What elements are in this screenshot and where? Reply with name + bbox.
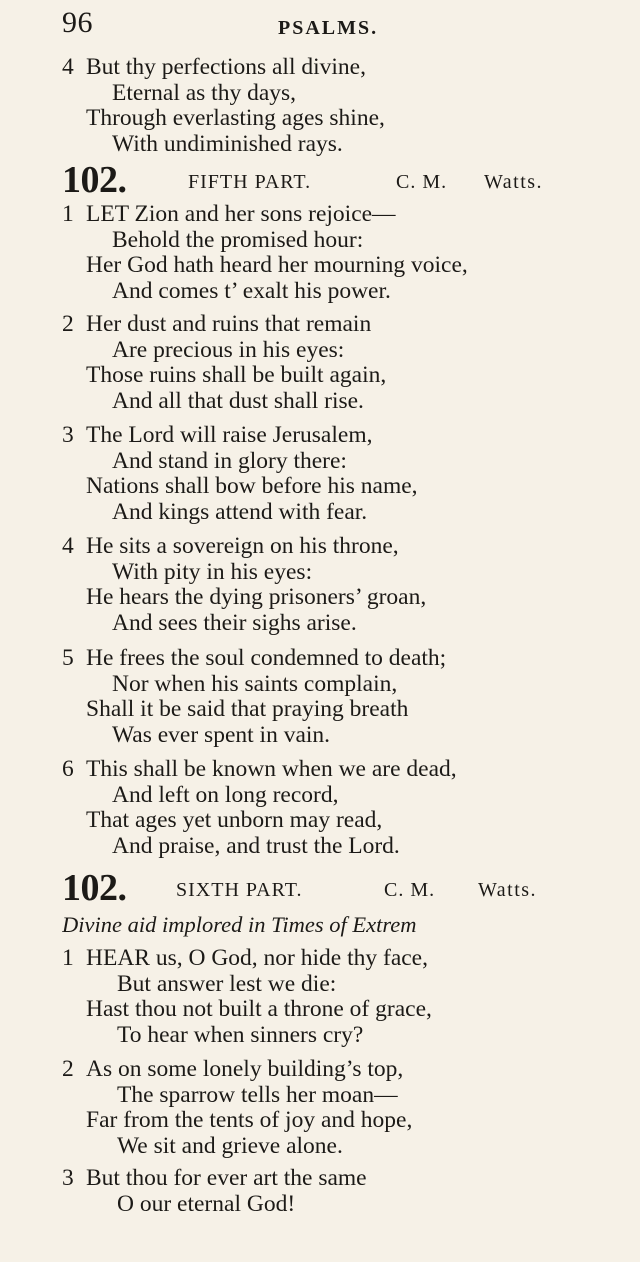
stanza-line: Far from the tents of joy and hope,	[86, 1107, 413, 1134]
stanza-continued	[62, 55, 632, 158]
stanza	[62, 646, 632, 749]
verse-number: 3	[62, 1165, 74, 1191]
hymn-heading	[62, 158, 632, 202]
stanza-line: Through everlasting ages shine,	[86, 105, 385, 132]
verse-number: 4	[62, 533, 74, 559]
running-title: PSALMS.	[278, 17, 379, 39]
verse-number: 1	[62, 945, 74, 971]
stanza-line: And left on long record,	[112, 781, 339, 808]
stanza	[62, 946, 632, 1049]
stanza-line: And stand in glory there:	[112, 447, 347, 474]
stanza-line: 3 But thou for ever art the same	[62, 1165, 367, 1191]
stanza-line: 1 HEAR us, O God, nor hide thy face,	[62, 945, 428, 971]
stanza	[62, 423, 632, 526]
verse-number: 4	[62, 54, 74, 80]
stanza-line: With pity in his eyes:	[112, 558, 313, 585]
hymn-heading	[62, 866, 632, 910]
verse-number: 5	[62, 645, 74, 671]
stanza-line: 1 LET Zion and her sons rejoice—	[62, 201, 396, 227]
stanza-line: Nations shall bow before his name,	[86, 473, 418, 500]
stanza-line: And kings attend with fear.	[112, 499, 368, 526]
stanza-line: With undiminished rays.	[112, 131, 343, 158]
stanza-line: 5 He frees the soul condemned to death;	[62, 645, 447, 671]
stanza	[62, 202, 632, 305]
stanza	[62, 312, 632, 415]
stanza-line: And comes t’ exalt his power.	[112, 278, 391, 305]
stanza-line: 2 Her dust and ruins that remain	[62, 311, 372, 337]
stanza-line: Behold the promised hour:	[112, 226, 364, 253]
stanza-line: To hear when sinners cry?	[117, 1022, 364, 1049]
stanza-line: And all that dust shall rise.	[112, 388, 364, 415]
hymn-number: 102.	[62, 867, 127, 909]
stanza-line: And praise, and trust the Lord.	[112, 833, 400, 860]
hymn-part: SIXTH PART.	[176, 879, 303, 901]
stanza-line: And sees their sighs arise.	[112, 610, 357, 637]
stanza-line: 2 As on some lonely building’s top,	[62, 1056, 404, 1082]
stanza	[62, 1166, 632, 1217]
stanza-line: 6 This shall be known when we are dead,	[62, 756, 457, 782]
stanza-line: He hears the dying prisoners’ groan,	[86, 584, 427, 611]
page-number: 96	[62, 6, 93, 39]
hymn-author: Watts.	[478, 879, 538, 901]
stanza-line: But answer lest we die:	[117, 970, 337, 997]
hymn-author: Watts.	[484, 171, 544, 193]
stanza-line: That ages yet unborn may read,	[86, 807, 383, 834]
stanza-line: Hast thou not built a throne of grace,	[86, 996, 432, 1023]
hymn-meter: C. M.	[396, 171, 448, 193]
hymn-number: 102.	[62, 159, 127, 201]
verse-number: 6	[62, 756, 74, 782]
stanza	[62, 1057, 632, 1160]
stanza-line: The sparrow tells her moan—	[117, 1081, 398, 1108]
verse-number: 1	[62, 201, 74, 227]
stanza-line: O our eternal God!	[117, 1190, 296, 1217]
running-head	[62, 6, 622, 46]
stanza-line: Shall it be said that praying breath	[86, 696, 409, 723]
stanza-line: 3 The Lord will raise Jerusalem,	[62, 422, 373, 448]
stanza-line: Nor when his saints complain,	[112, 670, 398, 697]
verse-number: 2	[62, 311, 74, 337]
stanza-line: 4 But thy perfections all divine,	[62, 54, 366, 80]
stanza	[62, 757, 632, 860]
stanza-line: Her God hath heard her mourning voice,	[86, 252, 468, 279]
hymn-part: FIFTH PART.	[188, 171, 312, 193]
stanza-line: Eternal as thy days,	[112, 79, 297, 106]
verse-number: 3	[62, 422, 74, 448]
stanza-line: 4 He sits a sovereign on his throne,	[62, 533, 399, 559]
stanza-line: Those ruins shall be built again,	[86, 362, 387, 389]
stanza	[62, 534, 632, 637]
hymn-subtitle: Divine aid implored in Times of Extrem	[62, 912, 417, 937]
stanza-line: Was ever spent in vain.	[112, 722, 331, 749]
stanza-line: We sit and grieve alone.	[117, 1133, 343, 1160]
hymn-meter: C. M.	[384, 879, 436, 901]
stanza-line: Are precious in his eyes:	[112, 336, 345, 363]
verse-number: 2	[62, 1056, 74, 1082]
